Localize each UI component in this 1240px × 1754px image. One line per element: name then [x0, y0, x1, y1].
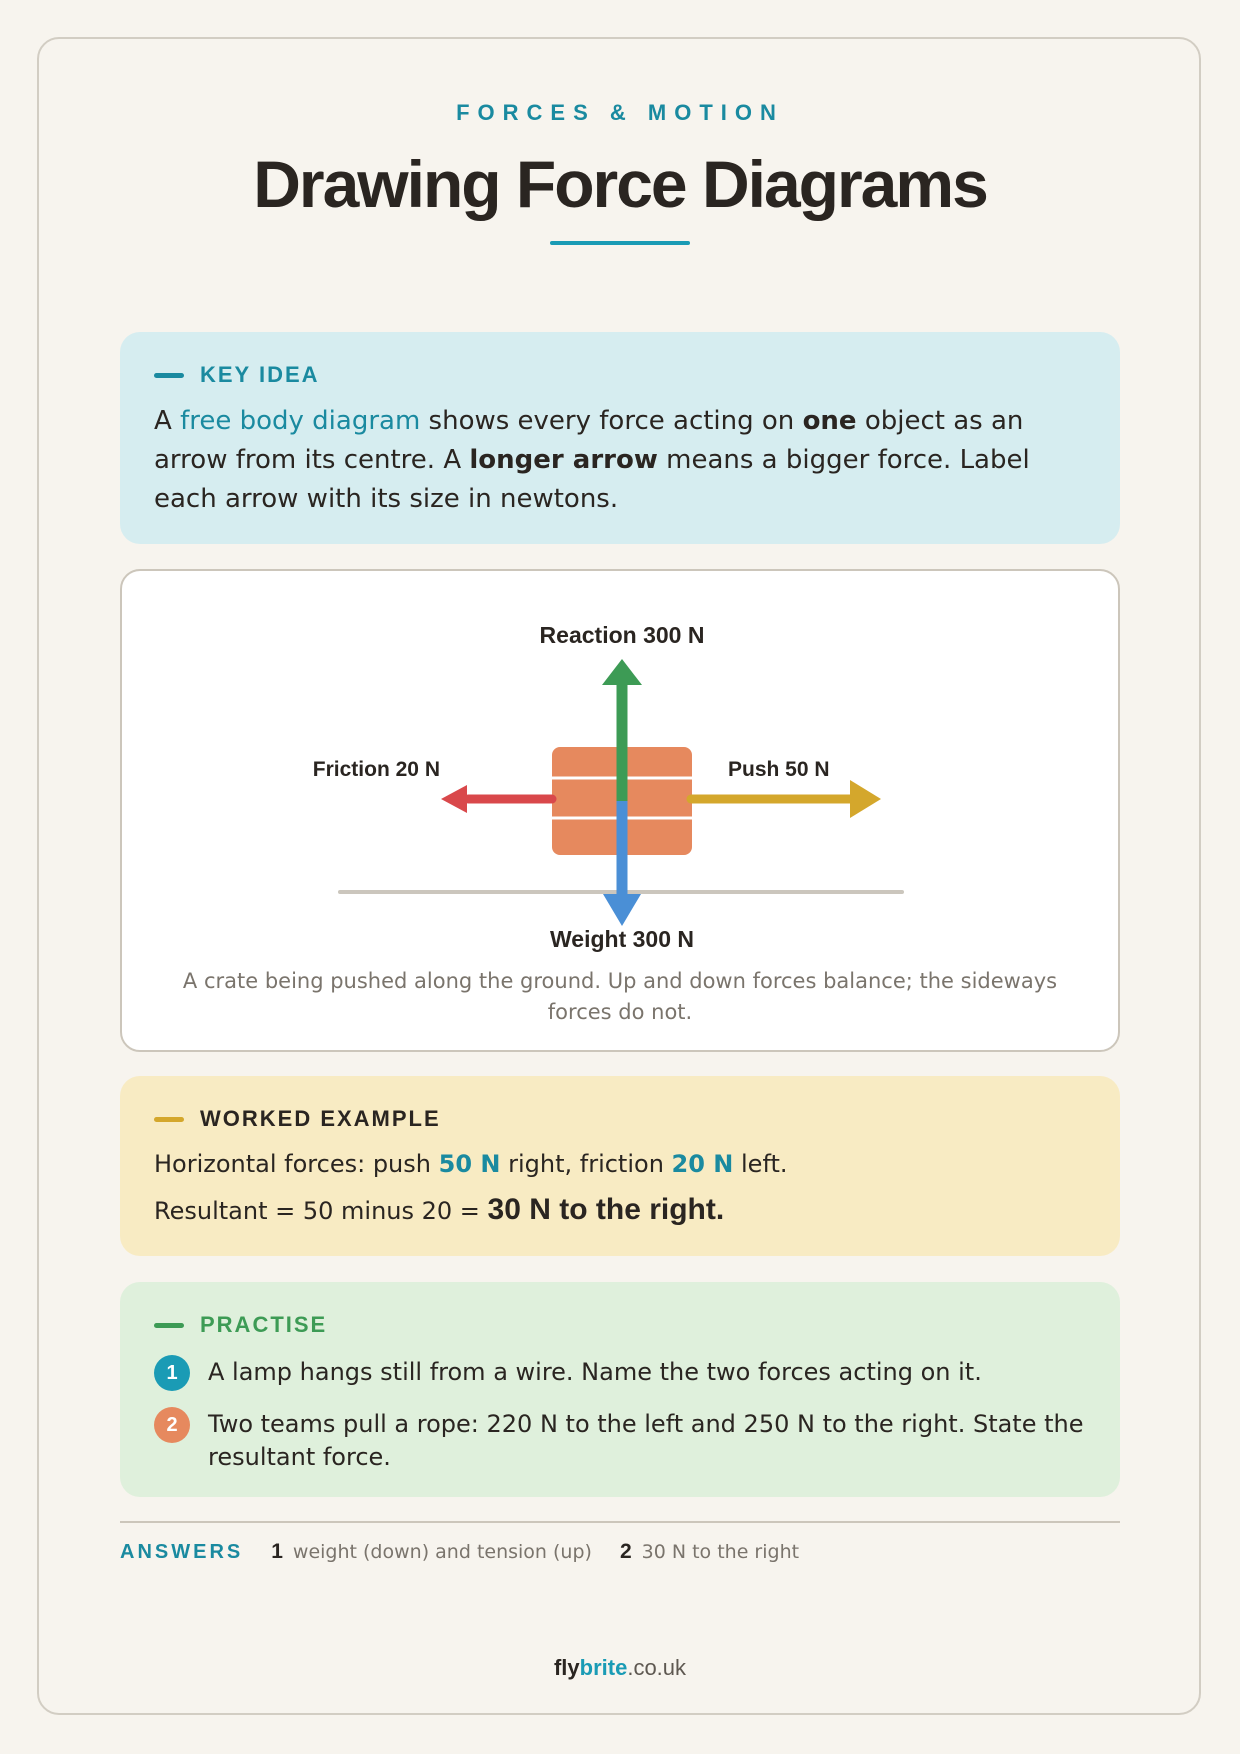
- key-idea-emphasis-one: one: [802, 406, 857, 436]
- friction-label: Friction 20 N: [312, 758, 440, 781]
- key-idea-card: [120, 332, 1120, 544]
- reaction-label: Reaction 300 N: [539, 622, 705, 648]
- worked-example-label: WORKED EXAMPLE: [200, 1106, 441, 1131]
- key-idea-text: [154, 402, 1094, 519]
- diagram-caption: A crate being pushed along the ground. Up and down forces balance; the sideways forces do not.: [182, 969, 1058, 1024]
- push-value: 50 N: [438, 1150, 501, 1178]
- question-text: A lamp hangs still from a wire. Name the two forces acting on it.: [208, 1358, 982, 1386]
- brand-fly: fly: [553, 1655, 580, 1680]
- page-title: Drawing Force Diagrams: [253, 147, 987, 221]
- question-number-badge: 1: [154, 1355, 190, 1391]
- answers-divider: [120, 1521, 1120, 1523]
- answers-row: [120, 1540, 827, 1564]
- brand-brite: brite: [579, 1655, 628, 1680]
- key-idea-text-1: A: [154, 406, 181, 436]
- question-text: Two teams pull a rope: 220 N to the left and 250 N to the right. State the resultant force.: [208, 1410, 1084, 1471]
- worked-example-heading: [154, 1104, 441, 1134]
- brand-domain: .co.uk: [627, 1655, 687, 1680]
- push-arrow: [691, 780, 881, 818]
- key-idea-emphasis-longer-arrow: longer arrow: [469, 445, 658, 475]
- practise-heading: [154, 1310, 327, 1340]
- worked-line1-c: right, friction: [500, 1150, 672, 1178]
- push-label: Push 50 N: [728, 758, 830, 781]
- worked-example-dash: [154, 1117, 184, 1122]
- worked-line1-a: Horizontal forces: push: [154, 1150, 439, 1178]
- title-underline: [550, 241, 690, 245]
- worked-line1-e: left.: [733, 1150, 788, 1178]
- practise-question-1: [154, 1356, 1084, 1391]
- key-idea-text-2: shows every force acting on: [420, 406, 803, 436]
- answer-number: 1: [271, 1540, 283, 1563]
- answers-label: ANSWERS: [120, 1541, 244, 1563]
- key-idea-dash: [154, 373, 184, 378]
- friction-arrow: [441, 785, 552, 813]
- question-number-badge: 2: [154, 1407, 190, 1443]
- key-idea-text-4: means a bigger force. Label each arrow with its size in newtons.: [154, 445, 1030, 514]
- force-diagram-card: [120, 569, 1120, 1052]
- topic-eyebrow: FORCES & MOTION: [456, 100, 784, 125]
- resultant-answer: 30 N to the right.: [487, 1193, 725, 1226]
- worked-example-line-2: [154, 1193, 724, 1227]
- answer-text: weight (down) and tension (up): [292, 1541, 592, 1563]
- practise-card: [120, 1282, 1120, 1497]
- key-idea-term: free body diagram: [180, 406, 421, 436]
- worked-example-line-1: [154, 1150, 788, 1178]
- practise-label: PRACTISE: [200, 1312, 328, 1337]
- answer-number: 2: [619, 1540, 632, 1563]
- worked-example-card: [120, 1076, 1120, 1256]
- worked-line2-a: Resultant = 50 minus 20 =: [154, 1197, 488, 1225]
- key-idea-heading: [154, 360, 320, 390]
- key-idea-label: KEY IDEA: [200, 362, 320, 387]
- practise-dash: [154, 1323, 184, 1328]
- weight-label: Weight 300 N: [550, 926, 694, 952]
- key-idea-text-3: object as an arrow from its centre. A: [154, 406, 1024, 475]
- footer-brand: [0, 1655, 1240, 1681]
- friction-value: 20 N: [671, 1150, 734, 1178]
- practise-question-2: [154, 1408, 1084, 1474]
- answer-text: 30 N to the right: [641, 1541, 800, 1563]
